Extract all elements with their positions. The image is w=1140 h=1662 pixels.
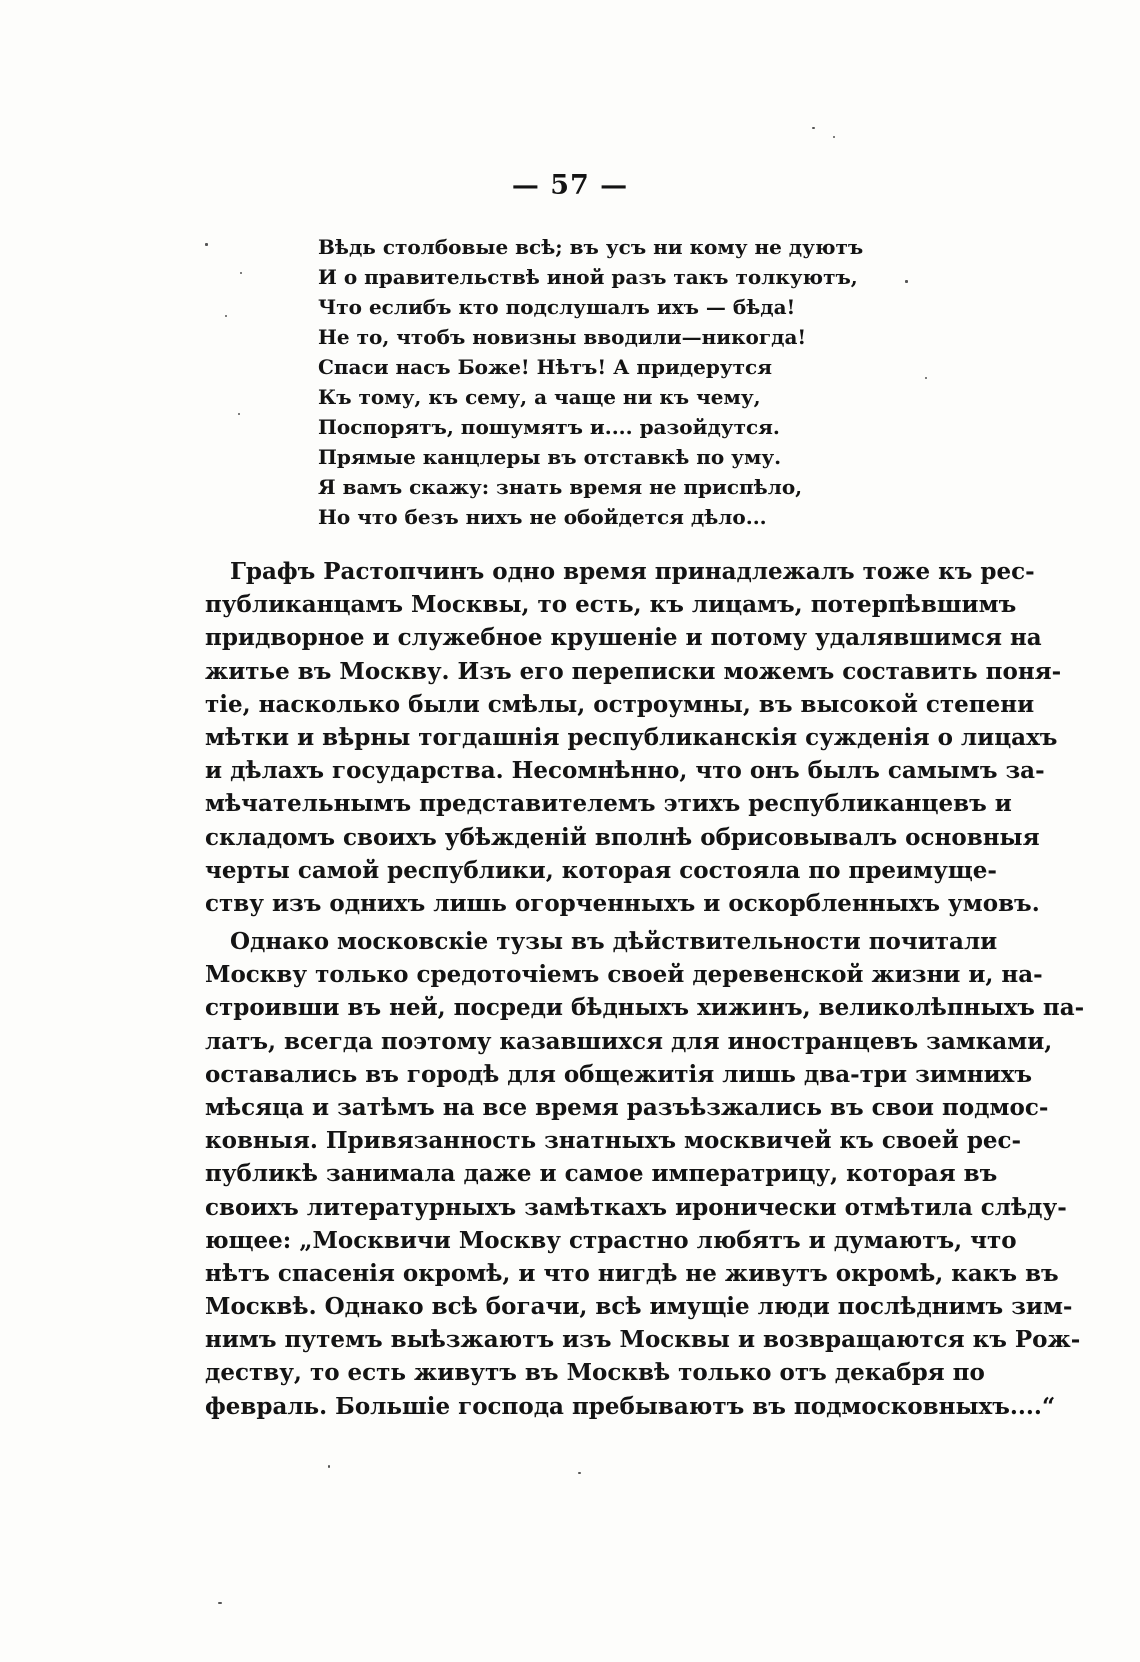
paragraph-line: и дѣлахъ государства. Несомнѣнно, что онъ былъ самымъ за- — [205, 757, 1045, 785]
paragraph-line: публикѣ занимала даже и самое императрицу, которая въ — [205, 1160, 998, 1188]
paragraph-line: мѣсяца и затѣмъ на все время разъѣзжались въ свои подмос- — [205, 1093, 1049, 1121]
paragraph-line: нѣтъ спасенiя окромѣ, и что нигдѣ не живутъ окромѣ, какъ въ — [205, 1259, 1059, 1287]
paragraph-moscow-aces — [205, 925, 1085, 1423]
scan-speck — [578, 1472, 581, 1474]
scan-speck — [205, 243, 208, 246]
scan-speck — [238, 413, 240, 415]
paragraph-line: черты самой республики, которая состояла по преимуще- — [205, 856, 997, 884]
paragraph-line: Москву только средоточiемъ своей деревенской жизни и, на- — [205, 961, 1043, 989]
verse-line: Спаси насъ Боже! Нѣтъ! А придерутся — [318, 355, 772, 379]
paragraph-line: Графъ Растопчинъ одно время принадлежалъ тоже къ рес- — [230, 558, 1035, 585]
paragraph-line: публиканцамъ Москвы, то есть, къ лицамъ, потерпѣвшимъ — [205, 591, 1017, 619]
scan-speck — [328, 1465, 330, 1468]
paragraph-rastopchin — [205, 555, 1062, 920]
paragraph-line: житье въ Москву. Изъ его переписки можемъ составить поня- — [205, 657, 1062, 685]
scan-speck — [905, 280, 908, 283]
paragraph-line: ству изъ однихъ лишь огорченныхъ и оскорбленныхъ умовъ. — [205, 889, 1040, 917]
paragraph-line: строивши въ ней, посреди бѣдныхъ хижинъ, великолѣпныхъ па- — [205, 994, 1085, 1022]
scan-speck — [240, 272, 242, 274]
paragraph-line: ковныя. Привязанность знатныхъ москвичей къ своей рес- — [205, 1127, 1022, 1155]
paragraph-line: складомъ своихъ убѣжденiй вполнѣ обрисовывалъ основныя — [205, 823, 1040, 851]
paragraph-line: февраль. Большiе господа пребываютъ въ подмосковныхъ....“ — [205, 1392, 1056, 1420]
paragraph-line: Однако московскiе тузы въ дѣйствительности почитали — [230, 928, 998, 955]
paragraph-line: тiе, насколько были смѣлы, остроумны, въ высокой степени — [205, 690, 1035, 718]
verse-block — [318, 232, 864, 532]
paragraph-line: своихъ литературныхъ замѣткахъ иронически отмѣтила слѣду- — [205, 1193, 1067, 1221]
verse-line: Къ тому, къ сему, а чаще ни къ чему, — [318, 385, 761, 409]
verse-line: И о правительствѣ иной разъ такъ толкуютъ, — [318, 265, 858, 289]
paragraph-line: нимъ путемъ выѣзжаютъ изъ Москвы и возвращаются къ Рож- — [205, 1326, 1081, 1354]
verse-line: Вѣдь столбовые всѣ; въ усъ ни кому не дуютъ — [318, 235, 864, 259]
paragraph-line: мѣтки и вѣрны тогдашнiя республиканскiя сужденiя о лицахъ — [205, 723, 1058, 751]
page-number: — 57 — — [511, 170, 629, 201]
paragraph-line: оставались въ городѣ для общежитiя лишь два-три зимнихъ — [205, 1060, 1033, 1088]
verse-line: Я вамъ скажу: знать время не приспѣло, — [318, 475, 803, 499]
paragraph-line: ющее: „Москвичи Москву страстно любятъ и думаютъ, что — [205, 1226, 1017, 1254]
verse-line: Поспорятъ, пошумятъ и.... разойдутся. — [318, 415, 780, 439]
paragraph-line: деству, то есть живутъ въ Москвѣ только отъ декабря по — [205, 1359, 985, 1387]
scan-speck — [225, 315, 227, 317]
scan-speck — [218, 1602, 222, 1604]
scan-speck — [833, 136, 835, 138]
paragraph-line: Москвѣ. Однако всѣ богачи, всѣ имущiе люди послѣднимъ зим- — [205, 1293, 1073, 1321]
scan-speck — [812, 127, 815, 129]
verse-line: Не то, чтобъ новизны вводили—никогда! — [318, 325, 807, 349]
verse-line: Прямые канцлеры въ отставкѣ по уму. — [318, 445, 782, 469]
paragraph-line: мѣчательнымъ представителемъ этихъ республиканцевъ и — [205, 790, 1012, 818]
verse-line: Что еслибъ кто подслушалъ ихъ — бѣда! — [318, 295, 796, 319]
verse-line: Но что безъ нихъ не обойдется дѣло... — [318, 505, 767, 529]
scan-speck — [925, 377, 927, 379]
paragraph-line: латъ, всегда поэтому казавшихся для иностранцевъ замками, — [205, 1027, 1053, 1055]
paragraph-line: придворное и служебное крушенiе и потому удалявшимся на — [205, 624, 1042, 652]
